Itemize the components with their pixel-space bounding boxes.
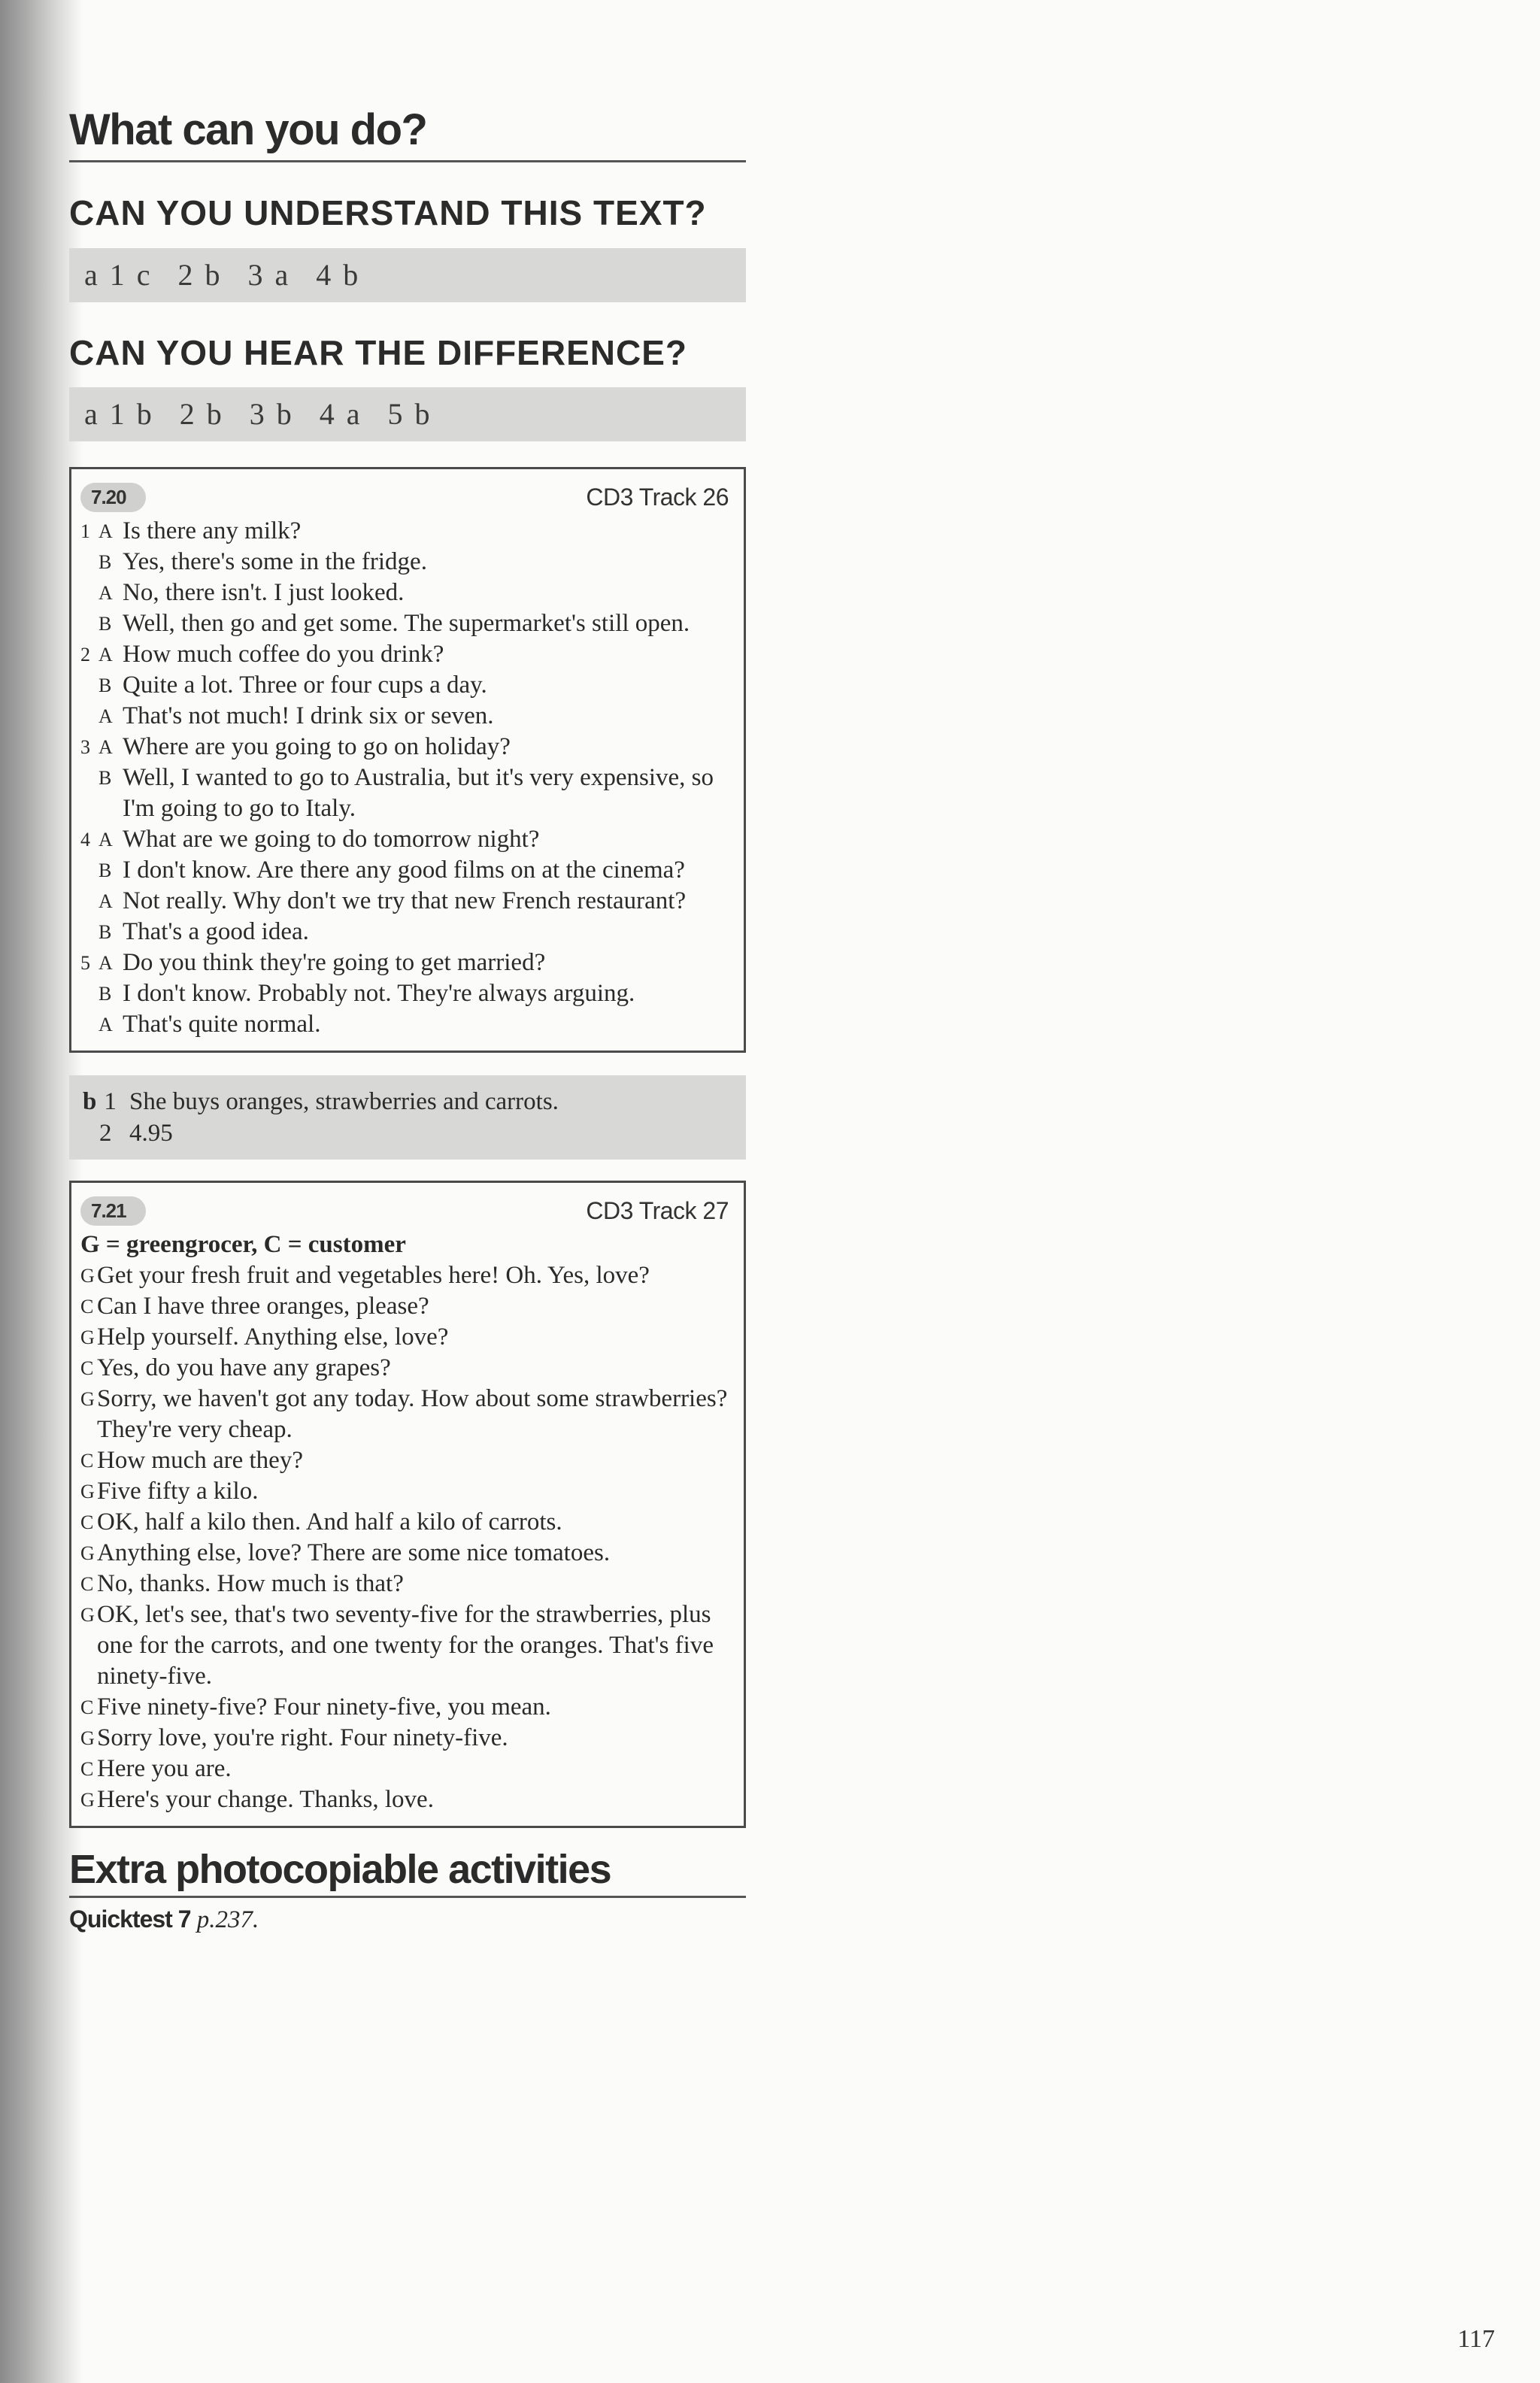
dialogue-line: [80, 608, 729, 639]
exchange-number: [80, 886, 99, 917]
dialogue-text: Five fifty a kilo.: [97, 1477, 259, 1505]
exchange-number: [80, 978, 99, 1009]
dialogue-text: No, thanks. How much is that?: [97, 1569, 404, 1597]
dialogue-text: OK, half a kilo then. And half a kilo of carrots.: [97, 1508, 562, 1536]
dialogue-text: Sorry love, you're right. Four ninety-five.: [97, 1724, 508, 1751]
hear-heading: CAN YOU HEAR THE DIFFERENCE?: [69, 333, 687, 373]
dialogue-text: Well, I wanted to go to Australia, but it's very expensive, so I'm going to go to Italy.: [123, 763, 714, 822]
cd-track-label: CD3 Track 27: [586, 1197, 729, 1225]
dialogue-line: [80, 1445, 729, 1476]
dialogue-text: Is there any milk?: [123, 517, 302, 544]
quicktest-page: p.237.: [196, 1905, 259, 1933]
dialogue-text: Quite a lot. Three or four cups a day.: [123, 671, 487, 699]
dialogue-lines: [80, 1260, 729, 1815]
speaker-label: G: [80, 1264, 95, 1287]
dialogue-line: [80, 547, 729, 578]
dialogue-text: Sorry, we haven't got any today. How about some strawberries? They're very cheap.: [97, 1384, 728, 1443]
dialogue-line: [80, 1599, 729, 1692]
answer-item: 4 b: [316, 258, 361, 293]
dialogue-line: [80, 978, 729, 1009]
dialogue-lines: [80, 516, 729, 1040]
speaker-label: G: [80, 1480, 95, 1502]
dialogue-line: [80, 886, 729, 917]
speaker-label: A: [99, 828, 113, 850]
dialogue-line: [80, 1692, 729, 1723]
speaker-label: B: [99, 859, 112, 881]
exchange-number: [80, 578, 99, 608]
dialogue-text: How much are they?: [97, 1446, 303, 1474]
speaker-legend: G = greengrocer, C = customer: [80, 1230, 406, 1258]
speaker-label: B: [99, 612, 112, 635]
dialogue-text: How much coffee do you drink?: [123, 640, 444, 668]
speaker-label: A: [99, 951, 113, 974]
answer-b-row: [83, 1117, 731, 1149]
dialogue-text: That's quite normal.: [123, 1010, 321, 1038]
answer-item: 4 a: [319, 396, 362, 431]
answer-item: a 1 c: [84, 258, 153, 293]
speaker-label: G: [80, 1603, 95, 1626]
dialogue-line: [80, 639, 729, 670]
speaker-label: B: [99, 920, 112, 943]
dialogue-text: Where are you going to go on holiday?: [123, 732, 511, 760]
audioscript-header: [80, 481, 729, 514]
exchange-number: [80, 855, 99, 886]
extra-activities-heading: Extra photocopiable activities: [69, 1846, 746, 1898]
speaker-label: C: [80, 1295, 94, 1317]
answer-item: 2 b: [179, 396, 224, 431]
answer-item: a 1 b: [84, 396, 154, 431]
dialogue-line: [80, 1569, 729, 1599]
dialogue-line: [80, 516, 729, 547]
speaker-label: B: [99, 982, 112, 1005]
dialogue-line: [80, 578, 729, 608]
speaker-label: C: [80, 1696, 94, 1718]
speaker-label: G: [80, 1326, 95, 1348]
dialogue-line: [80, 701, 729, 732]
speaker-label: A: [99, 890, 113, 912]
exchange-number: [80, 1009, 99, 1040]
speaker-label: A: [99, 581, 113, 604]
exchange-number: [80, 670, 99, 701]
dialogue-text: Anything else, love? There are some nice tomatoes.: [97, 1539, 611, 1566]
dialogue-line: [80, 1538, 729, 1569]
speaker-label: G: [80, 1542, 95, 1564]
exchange-number: 5: [80, 951, 90, 974]
dialogue-text: Get your fresh fruit and vegetables here! Oh. Yes, love?: [97, 1261, 650, 1289]
dialogue-line: [80, 1260, 729, 1291]
dialogue-line: [80, 1322, 729, 1353]
speaker-label: G: [80, 1788, 95, 1811]
answer-item: 5 b: [387, 396, 432, 431]
exchange-number: 2: [80, 643, 90, 665]
quicktest-reference: [69, 1905, 746, 1934]
dialogue-line: [80, 1353, 729, 1384]
speaker-label: B: [99, 674, 112, 696]
answer-b-text: She buys oranges, strawberries and carrots.: [129, 1087, 559, 1115]
answer-b-number: 1: [104, 1087, 117, 1115]
exchange-number: [80, 701, 99, 732]
dialogue-line: [80, 917, 729, 947]
answer-item: 2 b: [177, 258, 223, 293]
dialogue-text: Yes, do you have any grapes?: [97, 1354, 391, 1381]
dialogue-text: I don't know. Probably not. They're always arguing.: [123, 979, 635, 1007]
dialogue-text: No, there isn't. I just looked.: [123, 578, 405, 606]
dialogue-line: [80, 1754, 729, 1784]
exchange-number: 3: [80, 735, 90, 758]
speaker-label: C: [80, 1449, 94, 1472]
answer-item: 3 a: [247, 258, 291, 293]
exchange-number: [80, 917, 99, 947]
answers-b: [69, 1075, 746, 1160]
quicktest-label: Quicktest 7: [69, 1905, 191, 1933]
speaker-label: C: [80, 1357, 94, 1379]
dialogue-text: That's not much! I drink six or seven.: [123, 702, 494, 729]
cd-track-label: CD3 Track 26: [586, 484, 729, 511]
dialogue-line: [80, 670, 729, 701]
answer-b-text: 4.95: [129, 1119, 173, 1147]
dialogue-text: What are we going to do tomorrow night?: [123, 825, 540, 853]
hear-answers: [69, 387, 746, 441]
page-number: 117: [1457, 2325, 1495, 2353]
audioscript-box-721: [69, 1181, 746, 1828]
dialogue-text: Not really. Why don't we try that new French restaurant?: [123, 887, 687, 914]
dialogue-line: [80, 1384, 729, 1445]
speaker-label: C: [80, 1511, 94, 1533]
dialogue-line: [80, 762, 729, 824]
exchange-number: 1: [80, 520, 90, 542]
dialogue-line: [80, 1291, 729, 1322]
exchange-number: [80, 608, 99, 639]
speaker-label: B: [99, 766, 112, 789]
exchange-number: 4: [80, 828, 90, 850]
dialogue-line: [80, 732, 729, 762]
page-title: What can you do?: [69, 105, 746, 162]
exchange-number: [80, 547, 99, 578]
dialogue-text: Well, then go and get some. The supermarket's still open.: [123, 609, 690, 637]
track-number-badge: 7.20: [80, 483, 146, 512]
answer-b-row: [83, 1086, 731, 1117]
exchange-number: [80, 762, 99, 824]
dialogue-text: That's a good idea.: [123, 917, 309, 945]
speaker-label: A: [99, 643, 113, 665]
audioscript-header: [80, 1195, 729, 1228]
answer-item: 3 b: [249, 396, 294, 431]
understand-answers: [69, 248, 746, 302]
dialogue-line: [80, 1723, 729, 1754]
dialogue-text: Here's your change. Thanks, love.: [97, 1785, 434, 1813]
dialogue-text: Here you are.: [97, 1754, 232, 1782]
speaker-label: C: [80, 1572, 94, 1595]
speaker-label: B: [99, 550, 112, 573]
understand-heading: CAN YOU UNDERSTAND THIS TEXT?: [69, 193, 707, 232]
dialogue-text: Yes, there's some in the fridge.: [123, 547, 427, 575]
dialogue-line: [80, 1009, 729, 1040]
dialogue-text: Do you think they're going to get married?: [123, 948, 546, 976]
dialogue-text: Can I have three oranges, please?: [97, 1292, 429, 1320]
speaker-label: G: [80, 1727, 95, 1749]
speaker-label: A: [99, 520, 113, 542]
answer-b-number: 2: [99, 1119, 112, 1147]
dialogue-line: [80, 1784, 729, 1815]
dialogue-line: [80, 947, 729, 978]
dialogue-text: I don't know. Are there any good films on at the cinema?: [123, 856, 685, 884]
speaker-label: G: [80, 1387, 95, 1410]
audioscript-box-720: [69, 467, 746, 1053]
speaker-label: C: [80, 1757, 94, 1780]
answer-b-label: b: [83, 1087, 97, 1115]
dialogue-text: OK, let's see, that's two seventy-five for the strawberries, plus one for the carrots, and one twenty for the oranges. That's five ninety-five.: [97, 1600, 714, 1690]
dialogue-line: [80, 824, 729, 855]
track-number-badge: 7.21: [80, 1196, 146, 1226]
dialogue-line: [80, 1476, 729, 1507]
dialogue-text: Five ninety-five? Four ninety-five, you mean.: [97, 1693, 551, 1721]
speaker-label: A: [99, 1013, 113, 1035]
speaker-label: A: [99, 735, 113, 758]
dialogue-line: [80, 855, 729, 886]
page-content: [69, 105, 746, 1934]
dialogue-line: [80, 1507, 729, 1538]
speaker-label: A: [99, 705, 113, 727]
dialogue-text: Help yourself. Anything else, love?: [97, 1323, 449, 1351]
